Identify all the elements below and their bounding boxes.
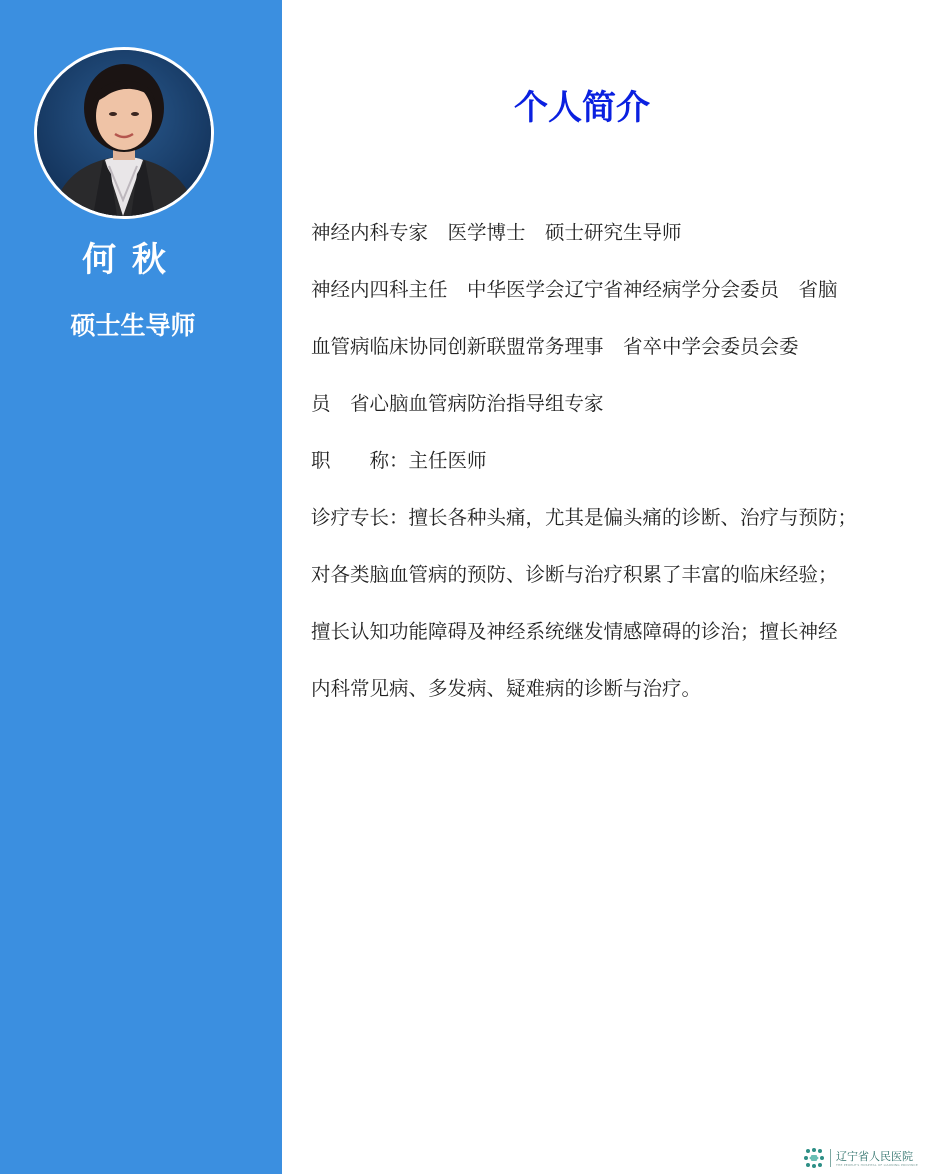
doctor-role: 硕士生导师 bbox=[70, 311, 196, 340]
intro-line: 对各类脑血管病的预防、诊断与治疗积累了丰富的临床经验； bbox=[311, 563, 838, 586]
intro-line: 员 省心脑血管病防治指导组专家 bbox=[311, 392, 604, 415]
doctor-name: 何 秋 bbox=[82, 240, 168, 280]
intro-line: 血管病临床协同创新联盟常务理事 省卒中学会委员会委 bbox=[311, 335, 799, 358]
page-title: 个人简介 bbox=[514, 88, 650, 128]
intro-line: 擅长认知功能障碍及神经系统继发情感障碍的诊治；擅长神经 bbox=[311, 620, 838, 643]
portrait-image bbox=[37, 50, 211, 216]
hospital-subtitle: THE PEOPLE'S HOSPITAL OF LIAONING PROVINCE bbox=[836, 1162, 918, 1167]
intro-line: 内科常见病、多发病、疑难病的诊断与治疗。 bbox=[311, 677, 702, 700]
hospital-name: 辽宁省人民医院 bbox=[836, 1149, 913, 1163]
intro-text bbox=[311, 213, 911, 726]
logo-text bbox=[836, 1150, 918, 1167]
doctor-portrait bbox=[34, 47, 214, 219]
intro-line: 职 称：主任医师 bbox=[311, 449, 487, 472]
hospital-logo bbox=[802, 1146, 930, 1170]
intro-line: 诊疗专长：擅长各种头痛，尤其是偏头痛的诊断、治疗与预防； bbox=[311, 506, 858, 529]
intro-line: 神经内科专家 医学博士 硕士研究生导师 bbox=[311, 221, 682, 244]
hospital-logo-icon bbox=[802, 1146, 826, 1170]
profile-sidebar bbox=[0, 0, 282, 1174]
intro-line: 神经内四科主任 中华医学会辽宁省神经病学分会委员 省脑 bbox=[311, 278, 838, 301]
logo-divider bbox=[830, 1149, 831, 1167]
